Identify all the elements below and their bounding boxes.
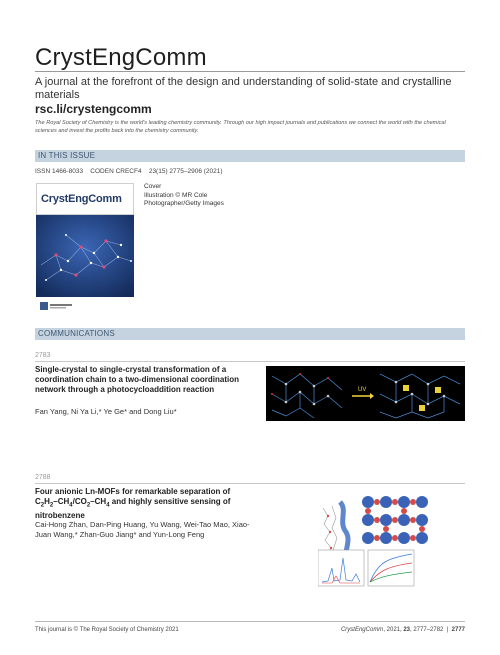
journal-url-link[interactable]: rsc.li/crystengcomm	[35, 102, 152, 116]
title-text: –CH	[53, 497, 70, 506]
issn: ISSN 1466-8033	[35, 168, 84, 175]
footer-separator: |	[446, 627, 449, 633]
article-authors: Cai-Hong Zhan, Dan-Ping Huang, Yu Wang, Wei-Tao Mao, Xiao-Juan Wang,* Zhan-Guo Jiang* and Yun-Long Feng	[35, 520, 250, 539]
cover-credit-illustration: Illustration © MR Cole	[144, 191, 208, 199]
subscript: 2	[86, 502, 91, 509]
cover-label: Cover	[144, 183, 162, 190]
footer-year: , 2021,	[383, 627, 404, 633]
subscript: 4	[106, 502, 110, 509]
cover-credit-photographer: Photographer/Getty Images	[144, 200, 224, 207]
footer-pages: , 2777–2782	[410, 627, 444, 633]
article-page-number: 2788	[35, 474, 51, 481]
communications-band	[35, 328, 465, 340]
page-number: 2777	[451, 627, 465, 633]
footer-volume: 23	[403, 627, 411, 633]
title-text: H	[44, 497, 50, 506]
communications-heading: COMMUNICATIONS	[38, 329, 115, 338]
cover-header	[36, 183, 134, 215]
footer-journal: CrystEngComm	[340, 627, 384, 633]
subscript: 2	[49, 502, 54, 509]
footer-citation	[341, 627, 465, 633]
journal-subtitle: A journal at the forefront of the design and understanding of solid-state and crystalline materials	[35, 76, 452, 101]
journal-title: CrystEngComm	[35, 44, 207, 71]
article-divider	[35, 483, 465, 484]
cover-footer	[36, 297, 134, 315]
cover-caption	[144, 183, 224, 209]
subscript: 2	[40, 502, 45, 509]
rsc-logo-icon	[36, 297, 134, 315]
coden: CODEN CRECF4	[90, 168, 142, 175]
article-graphical-abstract[interactable]	[318, 488, 443, 588]
subscript: 4	[69, 502, 73, 509]
article-title-link[interactable]: Single-crystal to single-crystal transformation of a coordination chain to a two-dimensional coordination network through a photocycloaddition reaction	[35, 365, 240, 394]
title-text: /CO	[72, 497, 87, 506]
article-page-number: 2783	[35, 352, 51, 359]
cover-artwork	[36, 215, 134, 297]
volume-info: 23(15) 2775–2906 (2021)	[148, 168, 223, 175]
cover-journal-name: CrystEngComm	[41, 193, 122, 205]
journal-description: The Royal Society of Chemistry is the world's leading chemistry community. Through our high impact journals and publications we connect the world with the chemical sciences and invest the profits back into the chemistry community.	[35, 120, 446, 134]
article-authors: Fan Yang, Ni Ya Li,* Ye Ge* and Dong Liu*	[35, 407, 177, 416]
issue-info	[35, 168, 223, 175]
title-text: Four anionic Ln-MOFs for remarkable separation of C	[35, 487, 231, 506]
article-title-link[interactable]	[35, 487, 255, 521]
in-this-issue-heading: IN THIS ISSUE	[38, 151, 96, 160]
article-graphical-abstract[interactable]	[266, 366, 465, 421]
in-this-issue-band	[35, 150, 465, 162]
footer-copyright: This journal is © The Royal Society of Chemistry 2021	[35, 627, 179, 633]
title-text: –CH	[90, 497, 107, 506]
cover-image[interactable]	[36, 183, 134, 315]
footer-divider	[35, 621, 465, 622]
uv-label: UV	[358, 387, 367, 393]
title-divider	[35, 71, 465, 72]
article-divider	[35, 361, 465, 362]
title-text: and highly sensitive sensing of nitrobenzene	[35, 497, 231, 520]
